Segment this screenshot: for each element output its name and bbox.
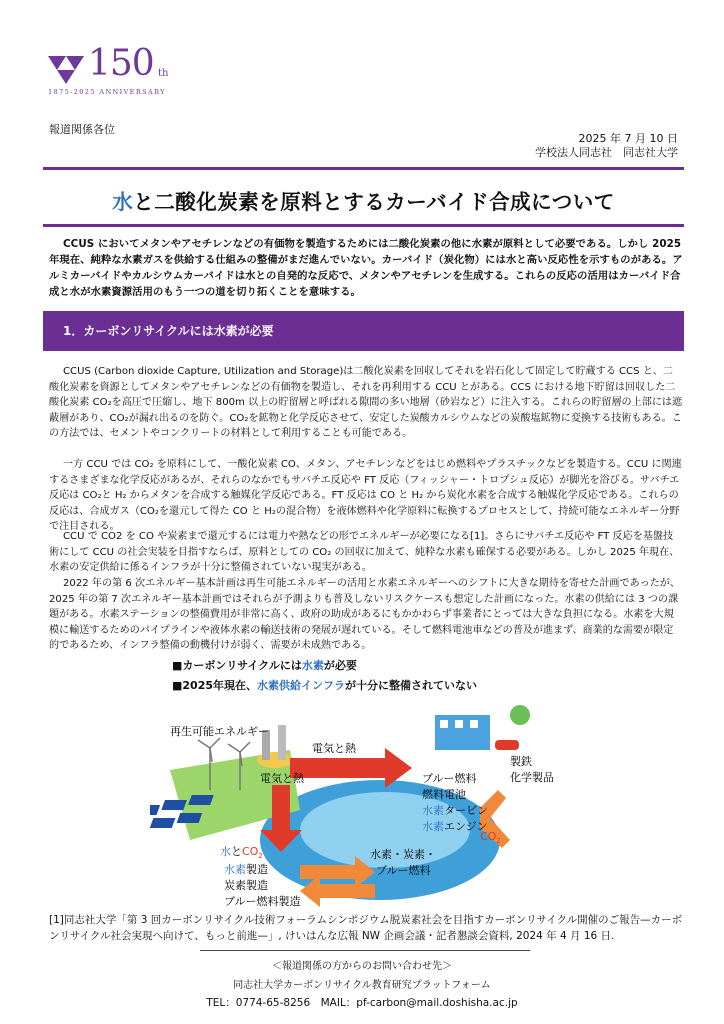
bullet-2: ■2025年現在、水素供給インフラが十分に整備されていない — [172, 679, 478, 692]
label-steel: 製鉄 — [510, 755, 532, 768]
paragraph-3: CCU で CO2 を CO や炭素まで還元するには電力や熱などの形でエネルギーが必要になる[1]。さらにサバチエ反応や FT 反応を基盤技術にして CCU の社会実装を目指すならば、原料としての CO₂ の回収に加えて、純粋な水素も確保する必要がある。しかし 2025 年現在、水素の安定供給に係るインフラが十分に整備されていない現実がある。 — [49, 531, 680, 573]
logo-150: 150 — [88, 43, 154, 84]
section-heading: 1．カーボンリサイクルには水素が必要 — [43, 311, 684, 351]
label-h2-engine: 水素エンジン — [422, 820, 488, 833]
label-fuel-cell: 燃料電池 — [422, 788, 466, 801]
reference: [1]同志社大学「第 3 回カーボンリサイクル技術フォーラムシンポジウム脱炭素社会を目指すカーボンリサイクル開催のご報告—カーボンリサイクル社会実現へ向けて、もっと前進—」, けいはんな広報 NW 企画会議・記者懇談会資料, 2024 年 4 月 16 日. — [49, 914, 683, 942]
label-elec-heat-left: 電気と熱 — [260, 772, 304, 785]
contact-tel-mail: TEL：0774-65-8256 MAIL：pf-carbon@mail.doshisha.ac.jp — [206, 997, 518, 1009]
title-highlight: 水 — [112, 190, 134, 214]
release-date: 2025 年 7 月 10 日 — [578, 132, 678, 145]
label-blue-fuel: ブルー燃料 — [422, 772, 477, 785]
date-block — [535, 132, 678, 160]
logo-th: th — [158, 68, 169, 79]
label-h2-turbine: 水素タービン — [422, 804, 488, 817]
label-h2-production: 水素製造 — [224, 863, 268, 876]
label-water-co2: 水と$CO_2$ — [220, 845, 263, 860]
carbon-recycle-diagram — [150, 690, 580, 920]
paragraph-4: 2022 年の第 6 次エネルギー基本計画は再生可能エネルギーの活用と水素エネルギーへのシフトに大きな期待を寄せた計画であったが、2025 年の第 7 次エネルギー基本計画ではそれらが予測よりも普及しないリスクケースも想定した計画になった。水素の供給には 3 つの課題がある。水素ステーションの整備費用が非常に高く、政府の助成があるにもかかわらず事業者にとっては大きな負担になる。水素を大規模に輸送するためのパイプラインや液体水素の輸送技術の発展が遅れている。そして燃料電池車などの普及が進まず、商業的な需要が限定的であるため、インフラ整備の動機付けが弱く、需要が未成熟である。 — [49, 578, 680, 651]
contact-heading: ＜報道関係の方からのお問い合わせ先＞ — [272, 961, 452, 972]
paragraph-1: CCUS (Carbon dioxide Capture, Utilization and Storage)は二酸化炭素を回収してそれを岩石化して固定して貯蔵する CCS と、二酸化炭素を資源としてメタンやアセチレンなどの有価物を製造し、それを再利用する CCU とがある。CCS における地下貯留は回収した二酸化炭素 CO₂を高圧で圧縮し、地下 800m 以上の貯留層と呼ばれる隙間の多い地層（砂岩など）に注入する。これらの貯留層の上部には遮蔽層があり、CO₂が漏れ出るのを防ぐ。CO₂を鉱物と化学反応させて、安定した炭酸カルシウムなどの炭酸塩鉱物に変換する技術もある。この方法では、セメントやコンクリートの材料として利用することも可能である。 — [49, 366, 683, 439]
to-press: 報道関係各位 — [49, 123, 115, 136]
label-chemicals: 化学製品 — [510, 771, 554, 784]
bullet-1: ■カーボンリサイクルには水素が必要 — [172, 659, 357, 672]
title-rule-top — [43, 167, 684, 170]
label-co2-right: $CO_2$ — [480, 830, 501, 845]
contact-rule — [200, 950, 530, 951]
label-elec-heat-top: 電気と熱 — [312, 742, 356, 755]
factory-icon — [435, 705, 530, 750]
contact-org: 同志社大学カーボンリサイクル教育研究プラットフォーム — [233, 980, 491, 991]
page-title — [43, 185, 684, 215]
organization: 学校法人同志社 同志社大学 — [535, 146, 678, 159]
title-rest: と二酸化炭素を原料とするカーバイド合成について — [133, 190, 615, 214]
label-renewable: 再生可能エネルギー — [170, 725, 269, 738]
label-blue-fuel-production: ブルー燃料製造 — [224, 895, 301, 908]
label-center-2: ブルー燃料 — [376, 864, 431, 877]
title-rule-bottom — [43, 224, 684, 227]
paragraph-2: 一方 CCU では CO₂ を原料にして、一酸化炭素 CO、メタン、アセチレンなどをはじめ燃料やプラスチックなどを製造する。CCU に関連するさまざまな化学反応があるが、それらのなかでもサバチエ反応や FT 反応（フィッシャー・トロプシュ反応）が脚光を浴びる。サバチエ反応は CO₂と H₂ からメタンを合成する触媒化学反応である。FT 反応は CO と H₂ から炭化水素を合成する触媒化学反応である。これらの反応は、合成ガス（CO₂を還元して得た CO と H₂の混合物）を液体燃料や化学原料に転換するプロセスとして、持続可能なエネルギー分野で注目される。 — [49, 459, 682, 532]
label-center-1: 水素・炭素・ — [370, 848, 436, 861]
logo-anniversary: 1875-2025 ANNIVERSARY — [48, 88, 166, 96]
summary: CCUS においてメタンやアセチレンなどの有価物を製造するためには二酸化炭素の他に水素が原料として必要である。しかし 2025 年現在、純粋な水素ガスを供給する仕組みの整備がまだ進んでいない。カーバイド（炭化物）には水と高い反応性を示すものがある。アルミカーバイドやカルシウムカーバイドは水との自発的な反応で、メタンやアセチレンを生成する。これらの反応の活用はカーバイド合成と水が水素資源活用のもう一つの道を切り拓くことを意味する。 — [49, 238, 683, 298]
label-carbon-production: 炭素製造 — [224, 879, 268, 892]
doshisha-emblem-icon — [48, 56, 84, 84]
